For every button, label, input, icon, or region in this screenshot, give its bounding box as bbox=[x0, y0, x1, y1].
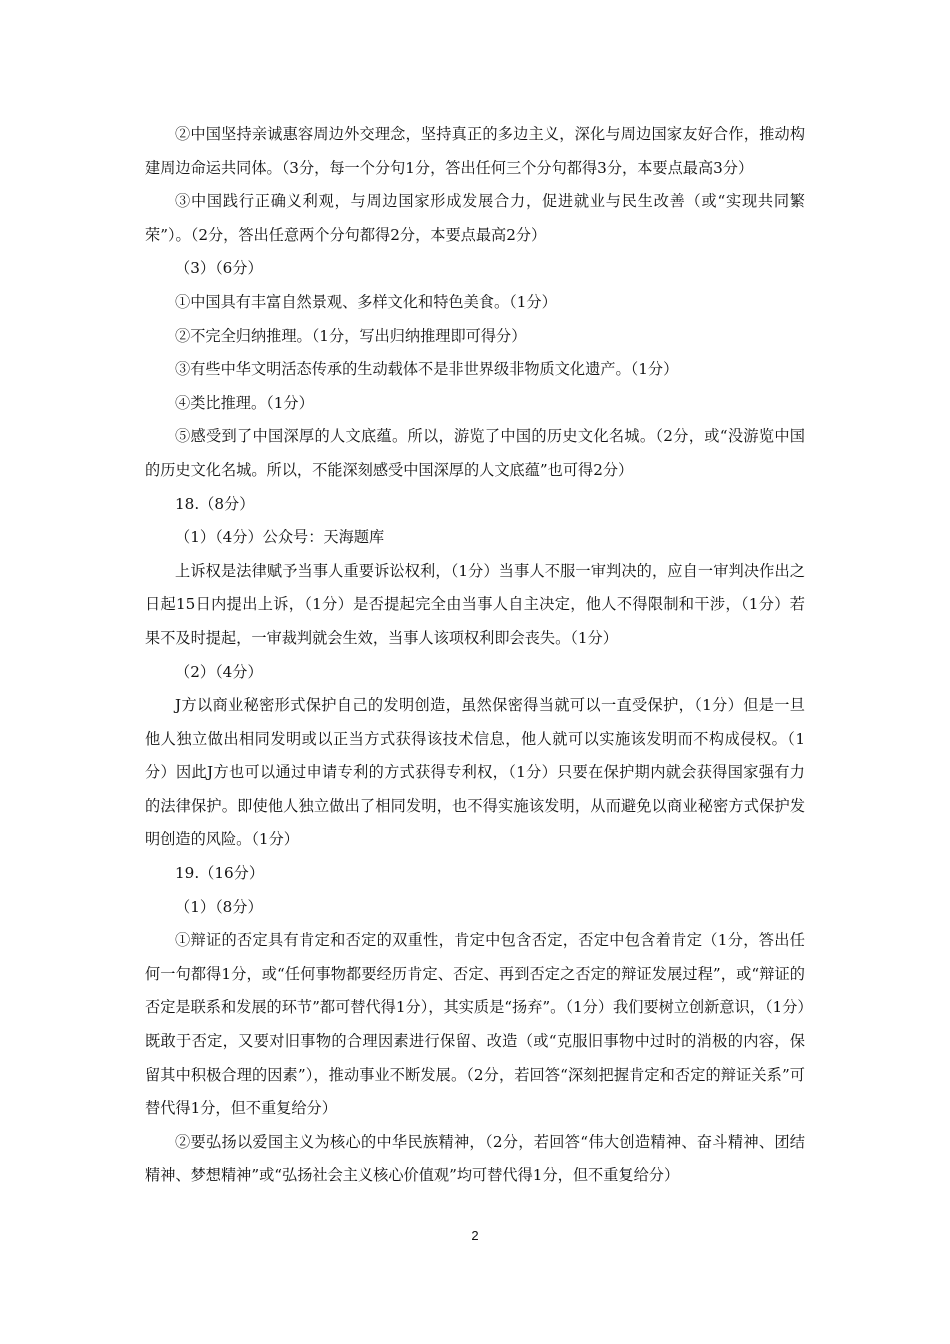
paragraph-3-5: ⑤感受到了中国深厚的人文底蕴。所以，游览了中国的历史文化名城。（2分，或“没游览中国的历史文化名城。所以，不能深刻感受中国深厚的人文底蕴”也可得2分） bbox=[145, 427, 805, 479]
paragraph-2-1: ②中国坚持亲诚惠容周边外交理念，坚持真正的多边主义，深化与周边国家友好合作，推动构建周边命运共同体。（3分，每一个分句1分，答出任何三个分句都得3分，本要点最高3分） bbox=[145, 125, 805, 177]
question-19-paragraph-2: ②要弘扬以爱国主义为核心的中华民族精神，（2分，若回答“伟大创造精神、奋斗精神、团结精神、梦想精神”或“弘扬社会主义核心价值观”均可替代得1分，但不重复给分） bbox=[145, 1132, 805, 1185]
question-18-part-1-heading: （1）（4分）公众号：天海题库 bbox=[175, 528, 385, 547]
question-19-heading: 19.（16分） bbox=[175, 864, 265, 883]
paragraph-2-2: ③中国践行正确义利观，与周边国家形成发展合力，促进就业与民生改善（或“实现共同繁荣”）。（2分，答出任意两个分句都得2分，本要点最高2分） bbox=[145, 192, 805, 244]
question-18-part-2-heading: （2）（4分） bbox=[175, 662, 263, 681]
paragraph-3-3: ③有些中华文明活态传承的生动载体不是非世界级非物质文化遗产。（1分） bbox=[175, 360, 679, 379]
subquestion-3-heading: （3）（6分） bbox=[175, 259, 263, 278]
question-18-part-2-answer: J方以商业秘密形式保护自己的发明创造，虽然保密得当就可以一直受保护，（1分）但是一旦他人独立做出相同发明或以正当方式获得该技术信息，他人就可以实施该发明而不构成侵权。（1分）因此J方也可以通过申请专利的方式获得专利权，（1分）只要在保护期内就会获得国家强有力的法律保护。即使他人独立做出了相同发明，也不得实施该发明，从而避免以商业秘密方式保护发明创造的风险。（1分） bbox=[145, 696, 805, 849]
paragraph-3-2: ②不完全归纳推理。（1分，写出归纳推理即可得分） bbox=[175, 326, 527, 345]
paragraph-3-1: ①中国具有丰富自然景观、多样文化和特色美食。（1分） bbox=[175, 292, 557, 311]
page-number: 2 bbox=[471, 1228, 479, 1243]
paragraph-3-4: ④类比推理。（1分） bbox=[175, 393, 314, 412]
question-19-paragraph-1: ①辩证的否定具有肯定和否定的双重性，肯定中包含否定，否定中包含着肯定（1分，答出任何一句都得1分，或“任何事物都要经历肯定、否定、再到否定之否定的辩证发展过程”，或“辩证的否定是联系和发展的环节”都可替代得1分），其实质是“扬弃”。（1分）我们要树立创新意识，（1分）既敢于否定，又要对旧事物的合理因素进行保留、改造（或“克服旧事物中过时的消极的内容，保留其中积极合理的因素”），推动事业不断发展。（2分，若回答“深刻把握肯定和否定的辩证关系”可替代得1分，但不重复给分） bbox=[145, 931, 805, 1118]
question-19-part-1-heading: （1）（8分） bbox=[175, 897, 263, 916]
question-18-heading: 18.（8分） bbox=[175, 494, 255, 513]
answer-content bbox=[145, 118, 805, 1193]
question-18-part-1-answer: 上诉权是法律赋予当事人重要诉讼权利，（1分）当事人不服一审判决的，应自一审判决作出之日起15日内提出上诉，（1分）是否提起完全由当事人自主决定，他人不得限制和干涉，（1分）若果不及时提起，一审裁判就会生效，当事人该项权利即会丧失。（1分） bbox=[145, 561, 805, 647]
